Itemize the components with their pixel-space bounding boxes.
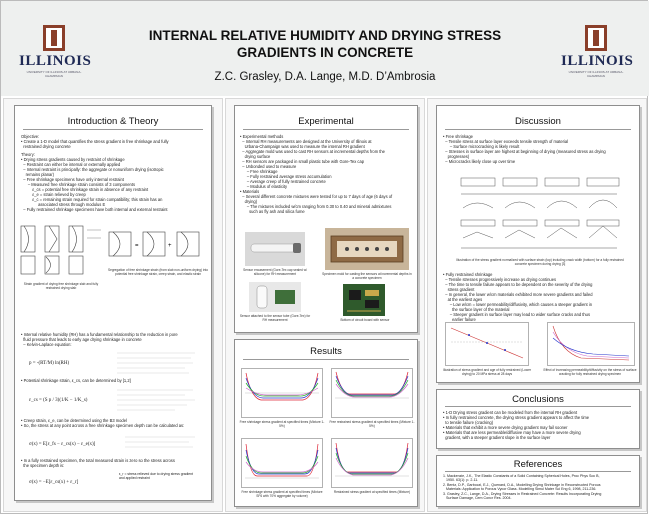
experimental-heading: Experimental [298, 116, 354, 127]
intro-rh-text: • Internal relative humidity (RH) has a fundamental relationship to the reduction in pore fluid pressure that leads to early age drying shrinkage in concrete – Kelvin-Laplace equation: [21, 332, 178, 347]
photo4-caption: Bottom of circuit board with sensor [340, 318, 390, 322]
conclusions-heading: Conclusions [512, 394, 564, 405]
references-panel [436, 455, 640, 507]
strain-gradient-figure [19, 220, 103, 280]
references-heading-rule [445, 471, 631, 472]
svg-text:ε_cs = (S p / 3)(1/K − 1/K_s): ε_cs = (S p / 3)(1/K − 1/K_s) [29, 398, 88, 403]
references-text: 1. Mackenzie, J.K., The Elastic Constants of a Solid Containing Spherical Holes, Proc Phys Soc B, 1950. 63(1): p. 2-11. 2. Bentz, D.P., Garboczi, E.J., Quenard, D.A., Modelling Drying Shrinkage in Reconstructed Porous Materials: Application to Porous Vycor Glass. Modelling Simul Mater Sci Eng 6, 1998, 211-236. 3. Grasley, Z.C., Lange, D.A., Drying Stresses in Restrained Concrete: Results Incorporating Drying Surface Damage, Cem Concr Res. 2004. [443, 474, 602, 501]
results-heading: Results [310, 346, 342, 357]
illinois-logo-left [19, 25, 92, 78]
discussion-chart-2-caption: Effect of increasing permeability/diffusivity on the stress of surface cracking for fully restrained drying specimen [543, 368, 637, 376]
results-chart-3-caption: Free shrinkage stress gradient at specified times (Mixture SF6 with 70% aggregate by volume) [241, 490, 323, 498]
svg-text:p = -(RT/M) ln(RH): p = -(RT/M) ln(RH) [29, 361, 70, 366]
conclusions-panel [436, 389, 640, 449]
title-line-1: INTERNAL RELATIVE HUMIDITY AND DRYING STRESS [148, 28, 502, 43]
right-column [427, 98, 647, 512]
results-heading-rule [243, 359, 409, 360]
discussion-panel [436, 105, 640, 383]
experimental-heading-rule [243, 129, 409, 130]
intro-heading-rule [23, 129, 203, 130]
conclusions-text: • 1-D Drying stress gradient can be modeled from the internal RH gradient • In fully restrained concrete, the drying stress gradient appears to affect the time to tensile failure (cracking) • Materials that exhibit a more severe drying gradient may fail sooner • Materials that are less permeable/diffusive may have a more severe drying gradient, with a steeper gradient slope in the surface layer [443, 410, 590, 440]
intro-restrained-note: ε_r = stress relieved due to drying stress gradient and applied restraint [119, 472, 193, 480]
illinois-block-i-icon [43, 25, 65, 51]
logo-text: ILLINOIS [19, 53, 92, 69]
discussion-heading: Discussion [515, 116, 561, 127]
logo-subtext: UNIVERSITY OF ILLINOIS AT URBANA-CHAMPAIGN [568, 70, 624, 78]
svg-text:=: = [135, 243, 139, 249]
results-chart-1 [241, 368, 323, 418]
conclusions-heading-rule [445, 406, 631, 407]
photo3-caption: Sensor attached to the sensor tube (Gore-Tex) for RH measurement [239, 314, 311, 322]
results-chart-1-caption: Free shrinkage stress gradient at specified times (Mixture 1-5%) [239, 420, 325, 428]
results-chart-4-caption: Restrained stress gradient at specified times (Mixture) [333, 490, 411, 494]
photo1-caption: Sensor encasement (Gore-Tex cap sealed w/ silicone) for RH measurement [243, 268, 307, 276]
logo-text: ILLINOIS [561, 53, 634, 69]
restrained-stress-equation [25, 472, 115, 490]
references-heading: References [513, 459, 563, 470]
intro-heading: Introduction & Theory [67, 116, 159, 127]
sensor-tube-photo [249, 282, 301, 312]
intro-panel [14, 105, 212, 501]
illinois-block-i-icon [585, 25, 607, 51]
results-chart-2-caption: Free restrained stress gradient at specified times (Mixture 1-5%) [329, 420, 415, 428]
discussion-restrained-text: • Fully restrained shrinkage – Tensile stresses progressively increase as drying continues – The time to tensile failure appears to be dependent on the severity of the drying stress gradient – In general, the lower w/cm materials exhibited more severe gradients and failed at the earliest ages – Low w/cm = lower permeability/diffusivity, which causes a steeper gradient in the surface layer of the material – Steeper gradient in surface layer may lead to wider surface cracks and thus earlier failure [443, 272, 593, 322]
discussion-free-text: • Free shrinkage – Tensile stress at surface layer exceeds tensile strength of material – Surface microcracking is likely result – Stresses in surface layer are highest at beginning of drying (measured stress as drying progresses) – Microcracks likely close up over time [443, 134, 606, 164]
intro-restrained-text: • In a fully restrained specimen, the total measured strain is zero so the stress across the specimen depth is: [21, 458, 175, 468]
results-panel [234, 339, 418, 507]
intro-theory: Theory: • Drying stress gradients caused by restraint of shrinkage – Restraint can either be internal or externally applied – Internal restraint is principally: the aggregate or nonuniform drying (isotropic remains planar) – Free shrinkage specimens have only internal restraint – Measured free shrinkage strain consists of 3 components ε_cs = potential free shrinkage strain in absence of any restraint ε_e = strain relieved by creep ε_c = remaining strain required for strain compatibility; this strain has an associated stress through modulus E – Fully restrained shrinkage specimens have both internal and external restraint [21, 152, 168, 212]
free-stress-equation [25, 432, 205, 454]
potential-strain-equation [25, 386, 205, 414]
discussion-heading-rule [445, 129, 631, 130]
svg-text:σ(x) = E[ε_fs − ε_cs(x) − ε_e(: σ(x) = E[ε_fs − ε_cs(x) − ε_e(x)] [29, 442, 96, 447]
sensor-encasement-photo [245, 232, 305, 266]
logo-subtext: UNIVERSITY OF ILLINOIS AT URBANA-CHAMPAIGN [26, 70, 82, 78]
shrinkage-strain-figure [107, 222, 209, 268]
discussion-chart-2 [547, 322, 635, 366]
results-chart-4 [331, 438, 413, 488]
poster-authors: Z.C. Grasley, D.A. Lange, M.D. D’Ambrosia [214, 71, 436, 83]
experimental-body: • Experimental methods – Internal RH measurements are designed at the University of Illinois at Urbana-Champaign was used to measure the internal RH gradient – Aggregate mold was used to cast RH sensors at incremental depths from the drying surface – RH sensors are packaged in small plastic tube with Gore-Tex cap – Unbonded used to measure – Free shrinkage – Fully restrained average stress accumulation – Average creep of fully restrained concrete – Modulus of elasticity • Materials – Several different concrete mixtures were tested for up to 7 days of age (6 days of drying) – The mixtures included w/cm ranging from 0.30 to 0.40 and mineral admixtures such as fly ash and silica fume [240, 134, 393, 214]
poster-header [1, 1, 649, 96]
fig1-caption: Segregation of free shrinkage strain (from slab non-uniform drying) into potential free shrinkage strain, creep strain, and elastic strain [107, 268, 209, 276]
svg-text:+: + [168, 243, 172, 249]
title-line-2: GRADIENTS IN CONCRETE [236, 45, 414, 60]
photo2-caption: Specimen mold for casting the sensors at incremental depths in a concrete specimen [322, 272, 412, 280]
discussion-chart-1 [445, 322, 529, 366]
left-column [3, 98, 223, 512]
discussion-fig-caption: Illustration of the stress gradient normalized with surface strain (top) including crack width (bottom) for a fully restrained concrete specimen during drying [3] [456, 258, 624, 266]
circuit-board-photo [343, 284, 385, 316]
intro-potential-text: • Potential shrinkage strain, ε_cs, can be determined by [1,2] [21, 378, 131, 383]
results-chart-2 [331, 368, 413, 418]
intro-objective: Objective: • Create a 1-D model that quantifies the stress gradient in free shrinkage and fully restrained drying concrete [21, 134, 169, 149]
poster-title [121, 27, 529, 61]
intro-creep-text: • Creep strain, ε_e, can be determined using the B3 model • So, the stress at any point across a free shrinkage specimen depth can be calculated as: [21, 418, 185, 428]
stress-gradient-illustration [457, 172, 623, 256]
specimen-mold-photo [325, 228, 409, 270]
discussion-chart-1-caption: Illustration of stress gradient and age of fully restrained (Lower drying) to 20 MPa stress at 28 days [442, 368, 532, 376]
experimental-panel [234, 105, 418, 333]
middle-column [225, 98, 425, 512]
results-chart-3 [241, 438, 323, 488]
kelvin-laplace-equation [25, 350, 205, 376]
fig2-caption: Strain gradient of drying free shrinkage slab and fully restrained drying slab [23, 282, 99, 290]
illinois-logo-right [561, 25, 634, 78]
svg-text:σ(x) = −E[ε_cs(x) + ε_r]: σ(x) = −E[ε_cs(x) + ε_r] [29, 480, 79, 485]
